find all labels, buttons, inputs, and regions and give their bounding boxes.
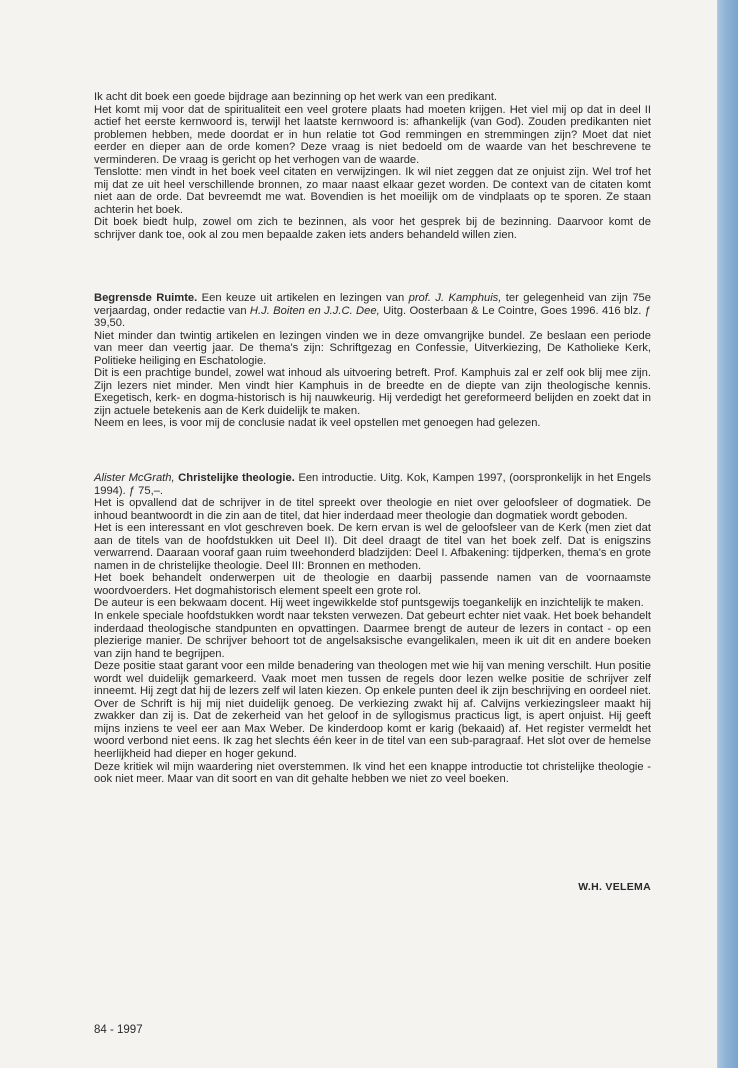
intro-text: Een introductie. Uitg. Kok, Kampen 1997, (oorspronkelijk in het Engels 1994). ƒ 75,–. [94, 472, 651, 497]
book-author: Alister McGrath, [94, 472, 175, 484]
page-number: 84 - 1997 [94, 1024, 143, 1036]
reviewer-signature: W.H. VELEMA [578, 881, 651, 893]
review-heading [94, 292, 651, 330]
book-author: prof. J. Kamphuis, [408, 292, 502, 304]
paragraph: In enkele speciale hoofdstukken wordt naar teksten verwezen. Dat gebeurt echter niet vaak. Het boek behandelt inderdaad theologische standpunten en opvattingen. Daarmee brengt de auteur de lezers in contact - op een plezierige manier. De schrijver behoort tot de angelsaksische evangelikalen, meen ik uit dit en andere boeken van zijn hand te begrijpen. [94, 610, 651, 660]
paragraph: Dit boek biedt hulp, zowel om zich te bezinnen, als voor het gesprek bij de bezinning. Daarvoor komt de schrijver dank toe, ook al zou men bepaalde zaken iets anders behandeld willen zien. [94, 216, 651, 242]
intro-text: Een keuze uit artikelen en lezingen van [197, 292, 409, 304]
review-heading [94, 472, 651, 497]
paragraph: Het is opvallend dat de schrijver in de titel spreekt over theologie en niet over geloofsleer of dogmatiek. De inhoud beantwoordt in die zin aan de titel, dat hier inderdaad meer theologie dan dogmatiek wordt geboden. [94, 497, 651, 522]
paragraph: Deze positie staat garant voor een milde benadering van theologen met wie hij van mening verschilt. Hun positie wordt wel duidelijk gemarkeerd. Vaak moet men tussen de regels door lezen welke positie de schrijver zelf inneemt. Hij zegt dat hij de lezers zelf wil laten kiezen. Op enkele punten deel ik zijn beschrijving en oordeel niet. Over de Schrift is hij mij niet duidelijk genoeg. De verkiezing zwakt hij af. Calvijns verkiezingsleer maakt hij zwakker dan zij is. Dat de zekerheid van het geloof in de syllogismus practicus ligt, is apert onjuist. Hij geeft mijns inziens te veel eer aan Max Weber. De kinderdoop komt er karig (bekaaid) af. Het register vermeldt het woord verbond niet eens. Ik zag het slechts één keer in de titel van een sub-paragraaf. Het slot over de hemelse heerlijkheid had dieper en hoger gekund. [94, 660, 651, 761]
book-title: Christelijke theologie. [178, 472, 295, 484]
review-section-2 [94, 292, 651, 430]
binding-edge [718, 0, 738, 1068]
paragraph: Het is een interessant en vlot geschreven boek. De kern ervan is wel de geloofsleer van de Kerk (men ziet dat aan de titels van de hoofdstukken uit Deel II). Dit deel draagt de titel van het boek zelf. Dat is enigszins verwarrend. Daaraan vooraf gaan ruim tweehonderd bladzijden: Deel I. Afbakening: tijdperken, thema's en grote namen in de christelijke theologie. Deel III: Bronnen en methoden. [94, 522, 651, 572]
paragraph: De auteur is een bekwaam docent. Hij weet ingewikkelde stof puntsgewijs toegankelijk en inzichtelijk te maken. [94, 597, 644, 610]
intro-text: ter gelegenheid van zijn 75e verjaardag, onder redactie van [94, 292, 651, 317]
review-section-3 [94, 472, 651, 786]
review-section-1 [94, 91, 651, 242]
paragraph: Niet minder dan twintig artikelen en lezingen vinden we in deze omvangrijke bundel. Ze beslaan een periode van meer dan veertig jaar. De thema's zijn: Schriftgezag en Confessie, Uitverkiezing, De Katholieke Kerk, Politieke heiliging en Eschatologie. [94, 329, 651, 367]
book-title: Begrensde Ruimte. [94, 292, 198, 304]
paragraph: Ik acht dit boek een goede bijdrage aan bezinning op het werk van een predikant. [94, 91, 498, 103]
paragraph: Dit is een prachtige bundel, zowel wat inhoud als uitvoering betreft. Prof. Kamphuis zal er zelf ook blij mee zijn. Zijn lezers niet minder. Men vindt hier Kamphuis in de breedte en de diepte van zijn theologische kennis. Exegetisch, kerk- en dogma-historisch is hij nauwkeurig. Hij verdedigt het gereformeerd belijden en zoekt dat in zijn actuele betekenis aan de Kerk duidelijk te maken. [94, 367, 651, 417]
book-editors: H.J. Boiten en J.J.C. Dee, [249, 304, 380, 317]
paragraph: Tenslotte: men vindt in het boek veel citaten en verwijzingen. Ik wil niet zeggen dat ze onjuist zijn. Wel trof het mij dat ze uit heel verschillende bronnen, zo maar naast elkaar gezet worden. De context van de citaten komt niet aan de orde. Dat bevreemdt me wat. Bovendien is het moeilijk om de vindplaats op te sporen. Ze staan achterin het boek. [94, 166, 651, 216]
paragraph: Het komt mij voor dat de spiritualiteit een veel grotere plaats had moeten krijgen. Het viel mij op dat in deel II actief het eerste kernwoord is, terwijl het laatste kernwoord is: afhankelijk (van God). Zouden predikanten niet problemen hebben, mede doordat er in hun relatie tot God remmingen en stremmingen zijn? Moet dat niet eerder en dieper aan de orde komen? Deze vraag is niet bedoeld om de waarde van het beschrevene te verminderen. De vraag is gericht op het verhogen van de waarde. [94, 103, 651, 166]
paragraph: Het boek behandelt onderwerpen uit de theologie en daarbij passende namen van de voornaamste woordvoerders. Het dogmahistorisch element speelt een grote rol. [94, 572, 651, 597]
intro-text: Uitg. Oosterbaan & Le Cointre, Goes 1996. 416 blz. ƒ 39,50. [94, 304, 652, 330]
paragraph: Deze kritiek wil mijn waardering niet overstemmen. Ik vind het een knappe introductie tot christelijke theologie - ook niet meer. Maar van dit soort en van dit gehalte hebben we niet zo veel boeken. [94, 760, 651, 786]
paragraph: Neem en lees, is voor mij de conclusie nadat ik veel opstellen met genoegen had gelezen. [94, 417, 541, 430]
